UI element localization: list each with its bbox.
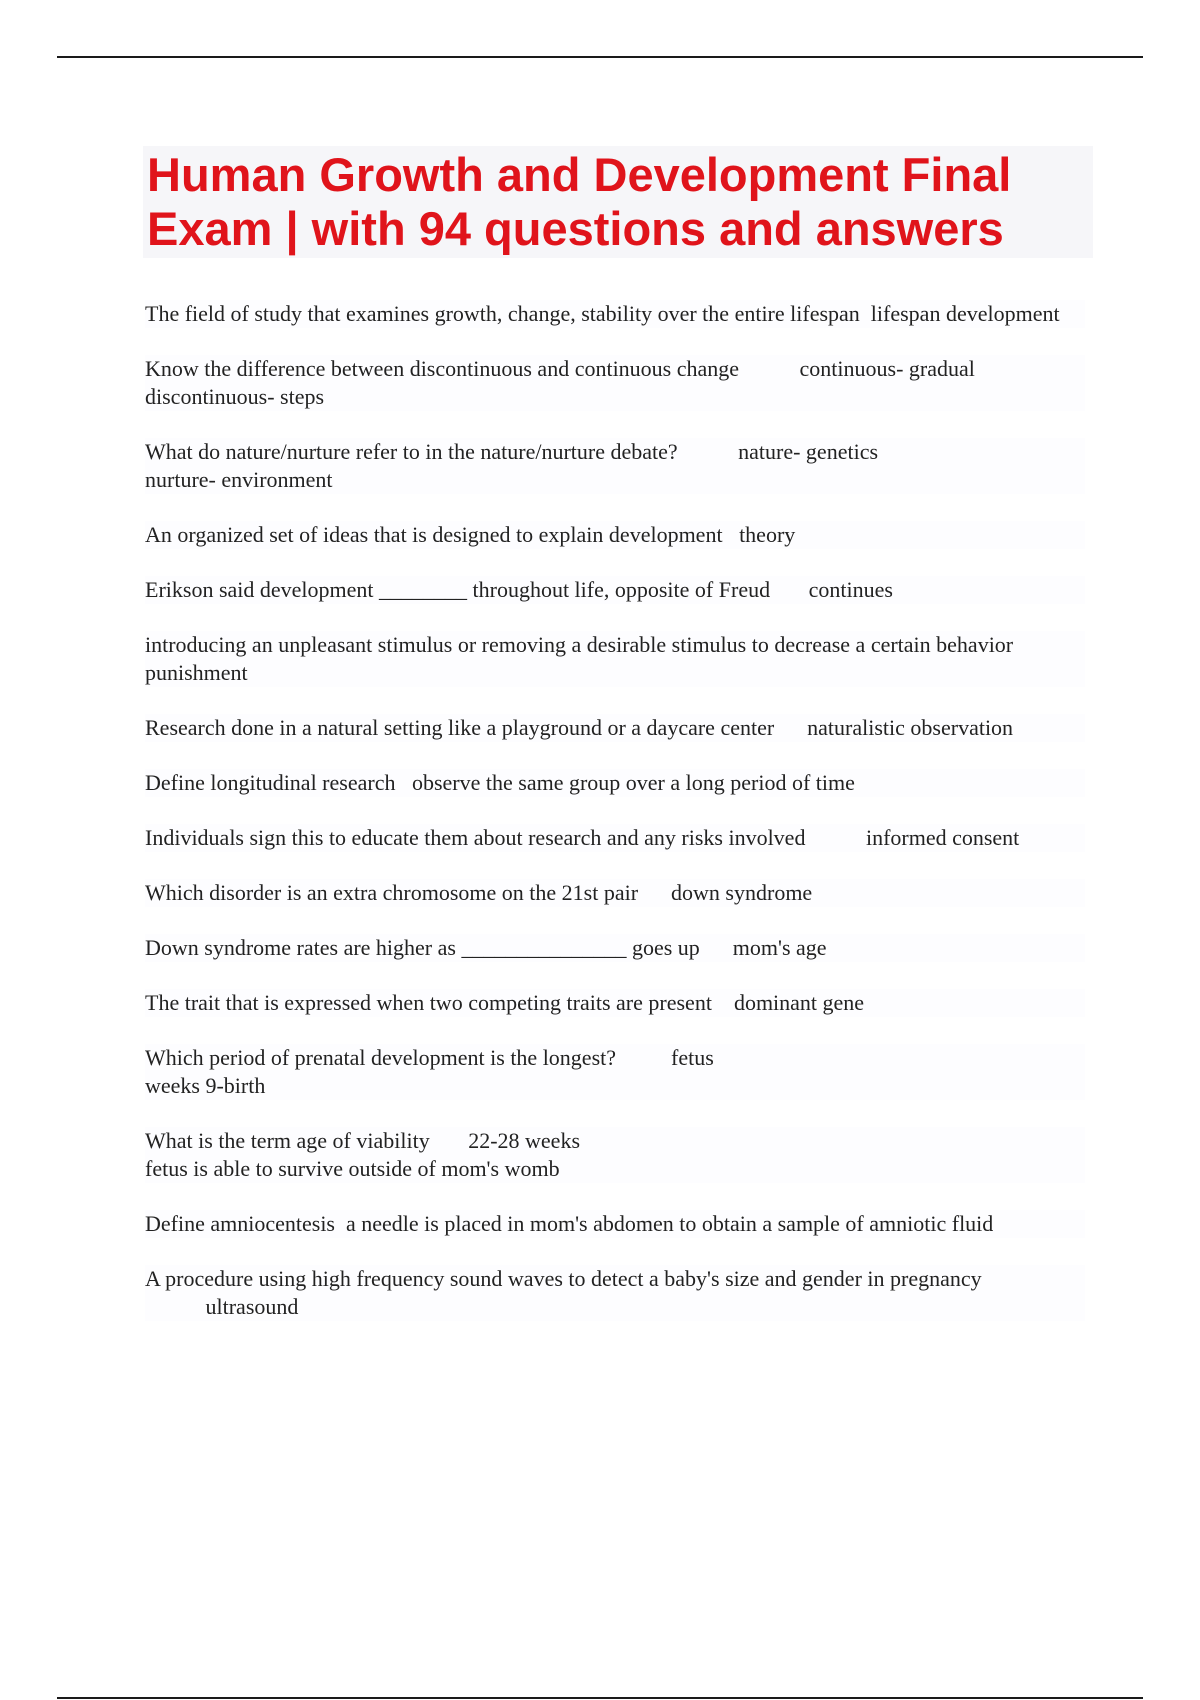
qa-item xyxy=(145,521,1085,549)
qa-separator xyxy=(860,301,871,326)
question-text: Individuals sign this to educate them about research and any risks involved xyxy=(145,825,806,850)
qa-separator xyxy=(616,1045,671,1070)
answer-text: mom's age xyxy=(732,935,827,960)
qa-item xyxy=(145,355,1085,411)
question-text: What is the term age of viability xyxy=(145,1128,430,1153)
qa-item xyxy=(145,576,1085,604)
qa-separator xyxy=(395,770,412,795)
answer-text: naturalistic observation xyxy=(807,715,1014,740)
qa-separator xyxy=(712,990,734,1015)
qa-separator xyxy=(638,880,671,905)
question-text: Define amniocentesis xyxy=(145,1211,335,1236)
answer-text: down syndrome xyxy=(671,880,813,905)
answer-text: theory xyxy=(739,522,796,547)
answer-text: informed consent xyxy=(865,825,1020,850)
qa-list xyxy=(145,300,1085,1348)
answer-text: nature- genetics nurture- environment xyxy=(145,439,879,492)
qa-separator xyxy=(700,935,733,960)
answer-text: observe the same group over a long period of time xyxy=(411,770,855,795)
question-text: Research done in a natural setting like a playground or a daycare center xyxy=(145,715,775,740)
question-text: A procedure using high frequency sound waves to detect a baby's size and gender in pregnancy xyxy=(145,1266,982,1291)
qa-separator xyxy=(739,356,800,381)
qa-item xyxy=(145,1044,1085,1100)
qa-item xyxy=(145,1265,1085,1321)
qa-separator xyxy=(770,577,809,602)
answer-text: punishment xyxy=(145,660,248,685)
answer-text: lifespan development xyxy=(870,301,1060,326)
question-text: Know the difference between discontinuous and continuous change xyxy=(145,356,740,381)
qa-separator xyxy=(805,825,866,850)
qa-item xyxy=(145,769,1085,797)
question-text: The field of study that examines growth, change, stability over the entire lifespan xyxy=(145,301,860,326)
question-text: What do nature/nurture refer to in the nature/nurture debate? xyxy=(145,439,678,464)
qa-item xyxy=(145,1210,1085,1238)
qa-item xyxy=(145,631,1085,687)
answer-text: continues xyxy=(808,577,893,602)
qa-item xyxy=(145,1127,1085,1183)
qa-separator xyxy=(774,715,807,740)
qa-item xyxy=(145,879,1085,907)
top-rule xyxy=(57,56,1143,58)
answer-text: a needle is placed in mom's abdomen to obtain a sample of amniotic fluid xyxy=(346,1211,994,1236)
qa-separator xyxy=(678,439,739,464)
qa-item xyxy=(145,824,1085,852)
qa-item xyxy=(145,300,1085,328)
question-text: Which disorder is an extra chromosome on the 21st pair xyxy=(145,880,639,905)
answer-text: ultrasound xyxy=(205,1294,299,1319)
qa-separator xyxy=(335,1211,346,1236)
qa-separator xyxy=(430,1128,469,1153)
qa-separator xyxy=(145,1294,206,1319)
answer-text: 22-28 weeks fetus is able to survive outside of mom's womb xyxy=(145,1128,581,1181)
qa-separator xyxy=(1013,632,1068,657)
qa-separator xyxy=(723,522,740,547)
document-title: Human Growth and Development Final Exam | with 94 questions and answers xyxy=(147,148,1012,255)
qa-item xyxy=(145,934,1085,962)
question-text: introducing an unpleasant stimulus or removing a desirable stimulus to decrease a certain behavior xyxy=(145,632,1014,657)
question-text: Which period of prenatal development is the longest? xyxy=(145,1045,617,1070)
question-text: Down syndrome rates are higher as _______________ goes up xyxy=(145,935,700,960)
question-text: Erikson said development ________ throughout life, opposite of Freud xyxy=(145,577,771,602)
question-text: The trait that is expressed when two competing traits are present xyxy=(145,990,712,1015)
question-text: Define longitudinal research xyxy=(145,770,396,795)
qa-item xyxy=(145,989,1085,1017)
qa-item xyxy=(145,714,1085,742)
bottom-rule xyxy=(57,1697,1143,1699)
answer-text: dominant gene xyxy=(733,990,865,1015)
question-text: An organized set of ideas that is designed to explain development xyxy=(145,522,723,547)
title-banner xyxy=(143,146,1093,258)
answer-text: fetus weeks 9-birth xyxy=(145,1045,714,1098)
qa-item xyxy=(145,438,1085,494)
answer-text: continuous- gradual discontinuous- steps xyxy=(145,356,975,409)
